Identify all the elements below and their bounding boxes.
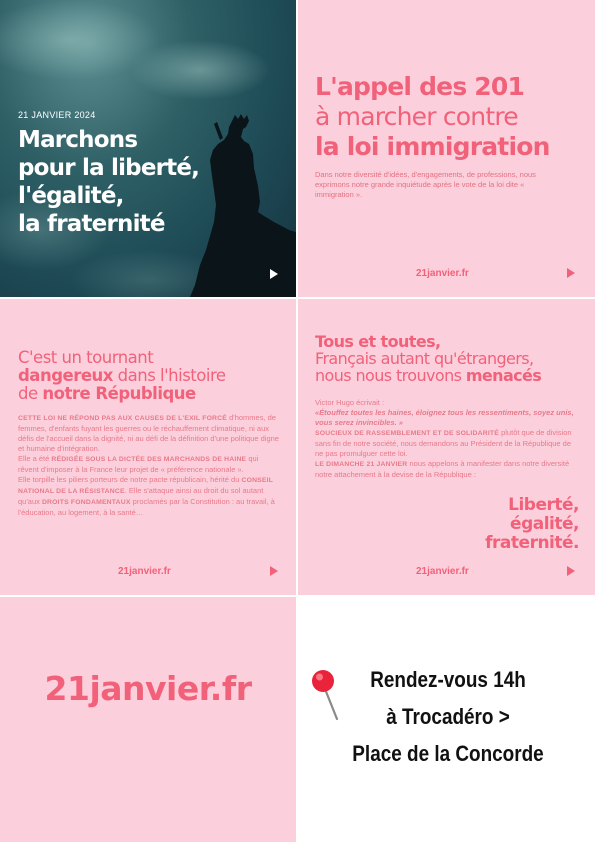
meeting-start: à Trocadéro > [386,704,510,729]
site-link[interactable]: 21janvier.fr [416,566,469,577]
hugo-quote: «Étouffez toutes les haines, éloignez tous les ressentiments, soyez unis, vous serez invincibles. » [315,408,574,427]
site-link[interactable]: 21janvier.fr [416,268,469,279]
appeal-body: Dans notre diversité d'idées, d'engagements, de professions, nous exprimons notre grande inquiétude après le vote de la loi dite « immigration ». [315,170,536,199]
play-icon[interactable] [567,268,575,278]
meeting-end: Place de la Concorde [352,741,544,766]
rendezvous-tile [298,597,595,842]
tournant-heading: C'est un tournant dangereux dans l'histoire de notre République [18,348,226,403]
statue-silhouette [190,114,296,297]
play-icon[interactable] [567,566,575,576]
play-icon[interactable] [270,566,278,576]
nous-heading: Tous et toutes, Français autant qu'étrangers, nous nous trouvons menacés [315,332,542,385]
meeting-time: Rendez-vous 14h [370,667,526,692]
meeting-info [345,661,551,772]
republic-motto: Liberté, égalité, fraternité. [485,495,579,553]
nous-body: Victor Hugo écrivait : «Étouffez toutes les haines, éloignez tous les ressentiments, soyez unis, vous serez invincibles. » SOUCIEUX DE RASSEMBLEMENT ET DE SOLIDARITÉ plutôt que de division sans fin de notre société, nous demandons au Président de la République de ne pas promulguer cette loi. LE DIMANCHE 21 JANVIER nous appelons à manifester dans notre diversité notre attachement à la devise de la République : [315,398,581,480]
tournant-body: CETTE LOI NE RÉPOND PAS AUX CAUSES DE L'EXIL FORCÉ d'hommes, de femmes, d'enfants fuyant les guerres ou le réchauffement climatique, ni aux défis de l'accueil dans la dignité, ni au défi de la définition d'une politique digne et humaine d'intégration. Elle a été RÉDIGÉE SOUS LA DICTÉE DES MARCHANDS DE HAINE qui rêvent d'imposer à la France leur projet de « préférence nationale ». Elle torpille les piliers porteurs de notre pacte républicain, hérité du CONSEIL NATIONAL DE LA RÉSISTANCE. Elle s'attaque ainsi au droit du sol autant qu'aux DROITS FONDAMENTAUX proclamés par la Constitution : au travail, à l'éducation, au logement, à la santé… [18,413,279,517]
site-link-large[interactable]: 21janvier.fr [44,669,252,708]
appeal-heading: L'appel des 201 à marcher contre la loi immigration [315,72,550,161]
play-icon[interactable] [270,269,278,279]
nous-tile [298,299,595,595]
appeal-tile [298,0,595,297]
site-link[interactable]: 21janvier.fr [118,566,171,577]
event-date: 21 JANVIER 2024 [18,110,96,120]
site-tile [0,597,296,842]
photo-tile [0,0,296,297]
map-pin-icon [310,667,344,723]
tournant-tile [0,299,296,595]
march-title: Marchons pour la liberté, l'égalité, la fraternité [18,127,200,237]
